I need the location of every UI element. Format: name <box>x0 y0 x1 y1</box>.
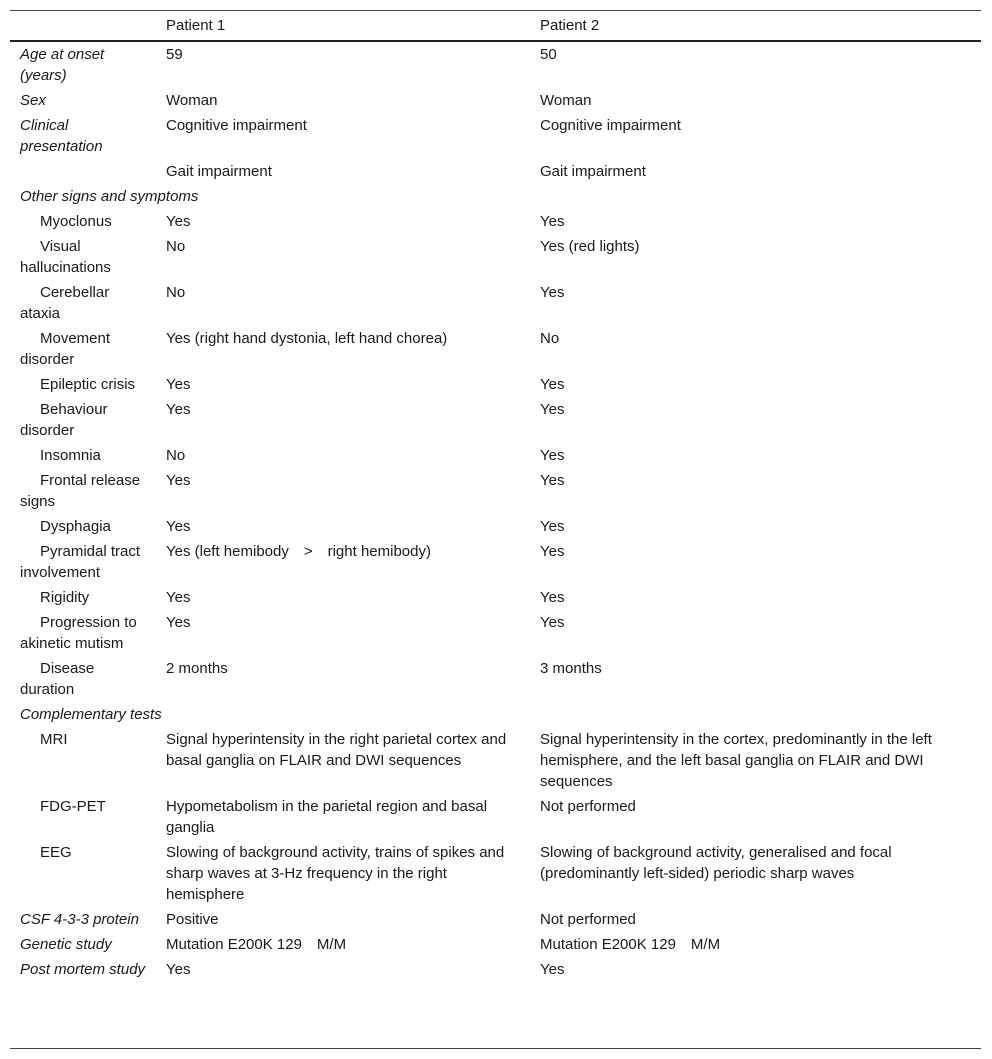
patient-1-value: Yes (right hand dystonia, left hand chorea) <box>166 330 448 347</box>
table-row <box>10 234 981 280</box>
patient-1-value: Slowing of background activity, trains of spikes and sharp waves at 3-Hz frequency in the right hemisphere <box>166 844 505 903</box>
patient-2-value: Mutation E200K 129 M/M <box>540 936 721 953</box>
header-empty <box>10 11 156 41</box>
row-label: Complementary tests <box>20 706 162 723</box>
patient-2-value: Yes <box>540 589 565 606</box>
patient-1-value: Yes <box>166 589 191 606</box>
patient-1-value: Gait impairment <box>166 163 272 180</box>
patient-2-value: Yes (red lights) <box>540 238 640 255</box>
row-label: Rigidity <box>40 589 90 606</box>
patient-1-value: Signal hyperintensity in the right parietal cortex and basal ganglia on FLAIR and DWI sequences <box>166 731 507 769</box>
table-row <box>10 468 981 514</box>
table-row <box>10 326 981 372</box>
row-label: Frontal release signs <box>20 472 141 510</box>
patient-1-value: Yes <box>166 472 191 489</box>
patient-2-value: Not performed <box>540 911 636 928</box>
patient-1-value: Yes <box>166 213 191 230</box>
patient-1-value: No <box>166 447 186 464</box>
patient-2-value: Yes <box>540 284 565 301</box>
patient-2-value: Gait impairment <box>540 163 646 180</box>
patient-2-value: Not performed <box>540 798 636 815</box>
patient-2-value: Yes <box>540 518 565 535</box>
row-label: Pyramidal tract involvement <box>20 543 141 581</box>
table-row <box>10 113 981 159</box>
table-body <box>10 41 981 982</box>
row-label: Disease duration <box>20 660 95 698</box>
table-row <box>10 209 981 234</box>
row-label: MRI <box>40 731 68 748</box>
row-label: Cerebellar ataxia <box>20 284 110 322</box>
patient-2-value: Yes <box>540 961 565 978</box>
row-label <box>10 159 156 184</box>
patient-1-value: Yes <box>166 961 191 978</box>
table-row <box>10 514 981 539</box>
patient-1-value: 59 <box>166 46 183 63</box>
table-row <box>10 443 981 468</box>
row-label: Epileptic crisis <box>40 376 136 393</box>
patient-2-value: Yes <box>540 447 565 464</box>
table-row <box>10 702 981 727</box>
patient-2-value: Cognitive impairment <box>540 117 681 134</box>
table-row <box>10 585 981 610</box>
row-label: Sex <box>20 92 46 109</box>
patient-2-value: Slowing of background activity, generalised and focal (predominantly left-sided) periodic sharp waves <box>540 844 892 882</box>
row-label: Movement disorder <box>20 330 111 368</box>
patient-2-value: Yes <box>540 213 565 230</box>
table-row <box>10 794 981 840</box>
table-row <box>10 932 981 957</box>
patient-2-value: Yes <box>540 472 565 489</box>
row-label: Insomnia <box>40 447 101 464</box>
patient-1-value: No <box>166 238 186 255</box>
table-row <box>10 539 981 585</box>
table-row <box>10 88 981 113</box>
patient-2-value: Signal hyperintensity in the cortex, predominantly in the left hemisphere, and the left basal ganglia on FLAIR and DWI sequences <box>540 731 932 790</box>
table-row <box>10 957 981 982</box>
patient-2-value: No <box>540 330 560 347</box>
patient-1-value: Yes <box>166 614 191 631</box>
table-row <box>10 184 981 209</box>
row-label: FDG-PET <box>40 798 106 815</box>
header-row <box>10 11 981 41</box>
table-row <box>10 840 981 907</box>
patient-2-value: Yes <box>540 614 565 631</box>
row-label: EEG <box>40 844 72 861</box>
header-patient-2: Patient 2 <box>530 11 981 41</box>
patient-1-value: 2 months <box>166 660 228 677</box>
table-row <box>10 280 981 326</box>
row-label: Dysphagia <box>40 518 111 535</box>
patient-1-value: Mutation E200K 129 M/M <box>166 936 347 953</box>
table-row <box>10 372 981 397</box>
patient-1-value: Cognitive impairment <box>166 117 307 134</box>
patient-2-value: Woman <box>540 92 592 109</box>
patient-1-value: Positive <box>166 911 219 928</box>
patient-1-value: Yes (left hemibody > right hemibody) <box>166 543 431 560</box>
row-label: Genetic study <box>20 936 112 953</box>
table-row <box>10 159 981 184</box>
clinical-comparison-table-frame <box>10 10 981 1049</box>
table-row <box>10 41 981 88</box>
table-row <box>10 397 981 443</box>
row-label: Myoclonus <box>40 213 112 230</box>
clinical-comparison-table <box>10 11 981 982</box>
table-row <box>10 907 981 932</box>
patient-1-value: No <box>166 284 186 301</box>
row-label: Progression to akinetic mutism <box>20 614 137 652</box>
table-row <box>10 656 981 702</box>
row-label: Behaviour disorder <box>20 401 108 439</box>
row-label: Age at onset (years) <box>20 46 105 84</box>
row-label: Clinical presentation <box>20 117 103 155</box>
patient-1-value: Yes <box>166 401 191 418</box>
row-label: Other signs and symptoms <box>20 188 199 205</box>
table-row <box>10 610 981 656</box>
patient-2-value: Yes <box>540 401 565 418</box>
row-label: Post mortem study <box>20 961 146 978</box>
patient-2-value: 50 <box>540 46 557 63</box>
row-label: Visual hallucinations <box>20 238 111 276</box>
patient-1-value: Hypometabolism in the parietal region and basal ganglia <box>166 798 488 836</box>
patient-2-value: Yes <box>540 376 565 393</box>
patient-1-value: Yes <box>166 376 191 393</box>
patient-2-value: 3 months <box>540 660 602 677</box>
row-label: CSF 4-3-3 protein <box>20 911 139 928</box>
patient-1-value: Woman <box>166 92 218 109</box>
header-patient-1: Patient 1 <box>156 11 530 41</box>
table-row <box>10 727 981 794</box>
patient-2-value: Yes <box>540 543 565 560</box>
patient-1-value: Yes <box>166 518 191 535</box>
